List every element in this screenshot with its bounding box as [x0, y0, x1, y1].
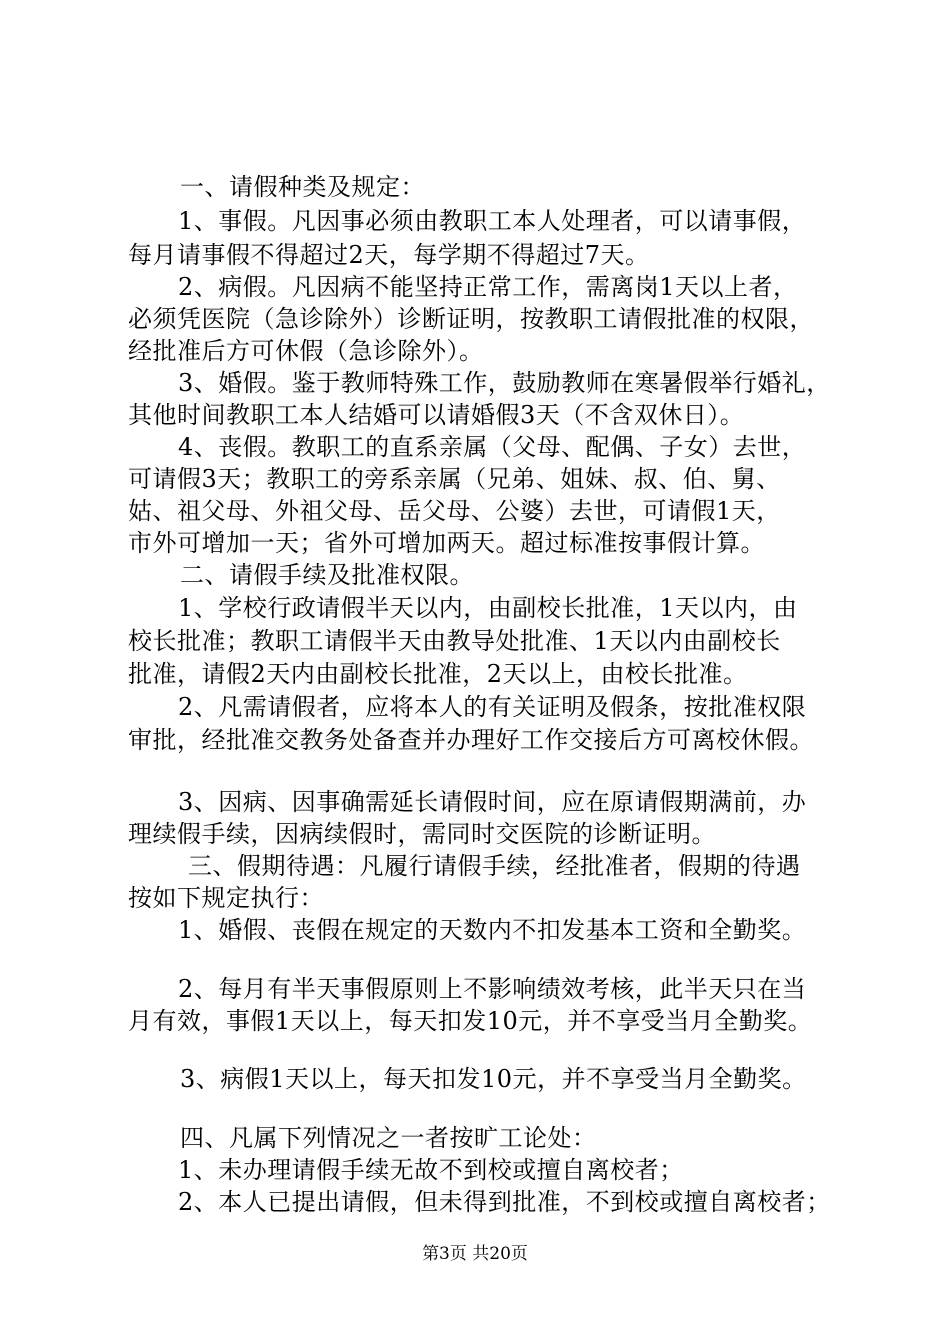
section-heading-4: 四、凡属下列情况之一者按旷工论处：	[180, 1124, 597, 1152]
paragraph-line: 2、病假。凡因病不能坚持正常工作，需离岗1天以上者，	[178, 273, 798, 301]
paragraph-line: 2、本人已提出请假，但未得到批准，不到校或擅自离校者；	[178, 1188, 831, 1216]
paragraph-line: 经批准后方可休假（急诊除外）。	[128, 337, 484, 365]
section-heading-2: 二、请假手续及批准权限。	[180, 561, 474, 589]
section-heading-3: 三、假期待遇：凡履行请假手续，经批准者，假期的待遇	[188, 852, 801, 880]
paragraph-line: 1、未办理请假手续无故不到校或擅自离校者；	[178, 1156, 684, 1184]
paragraph-line: 批准，请假2天内由副校长批准，2天以上，由校长批准。	[128, 660, 748, 688]
paragraph-line: 月有效，事假1天以上，每天扣发10元，并不享受当月全勤奖。	[128, 1007, 813, 1035]
paragraph-line: 1、婚假、丧假在规定的天数内不扣发基本工资和全勤奖。	[178, 916, 807, 944]
paragraph-line: 1、学校行政请假半天以内，由副校长批准，1天以内，由	[178, 594, 798, 622]
paragraph-line: 可请假3天；教职工的旁系亲属（兄弟、姐妹、叔、伯、舅、	[128, 465, 781, 493]
paragraph-line: 理续假手续，因病续假时，需同时交医院的诊断证明。	[128, 820, 716, 848]
paragraph-line: 校长批准；教职工请假半天由教导处批准、1天以内由副校长	[128, 627, 781, 655]
paragraph-line: 必须凭医院（急诊除外）诊断证明，按教职工请假批准的权限，	[128, 305, 814, 333]
paragraph-line: 1、事假。凡因事必须由教职工本人处理者，可以请事假，	[178, 207, 807, 235]
paragraph-line: 3、婚假。鉴于教师特殊工作，鼓励教师在寒暑假举行婚礼，	[178, 369, 831, 397]
paragraph-line: 3、因病、因事确需延长请假时间，应在原请假期满前，办	[178, 788, 807, 816]
paragraph-line: 其他时间教职工本人结婚可以请婚假3天（不含双休日）。	[128, 401, 745, 429]
page-number-footer: 第3页 共20页	[422, 1244, 528, 1264]
paragraph-line: 4、丧假。教职工的直系亲属（父母、配偶、子女）去世，	[178, 433, 807, 461]
paragraph-line: 市外可增加一天；省外可增加两天。超过标准按事假计算。	[128, 529, 765, 557]
paragraph-line: 2、凡需请假者，应将本人的有关证明及假条，按批准权限	[178, 693, 807, 721]
paragraph-line: 3、病假1天以上，每天扣发10元，并不享受当月全勤奖。	[180, 1065, 807, 1093]
paragraph-line: 每月请事假不得超过2天，每学期不得超过7天。	[128, 241, 650, 269]
paragraph-line: 审批，经批准交教务处备查并办理好工作交接后方可离校休假。	[128, 726, 814, 754]
paragraph-line: 按如下规定执行：	[128, 884, 324, 912]
paragraph-line: 2、每月有半天事假原则上不影响绩效考核，此半天只在当	[178, 975, 807, 1003]
section-heading-1: 一、请假种类及规定：	[180, 173, 425, 201]
paragraph-line: 姑、祖父母、外祖父母、岳父母、公婆）去世，可请假1天，	[128, 497, 781, 525]
